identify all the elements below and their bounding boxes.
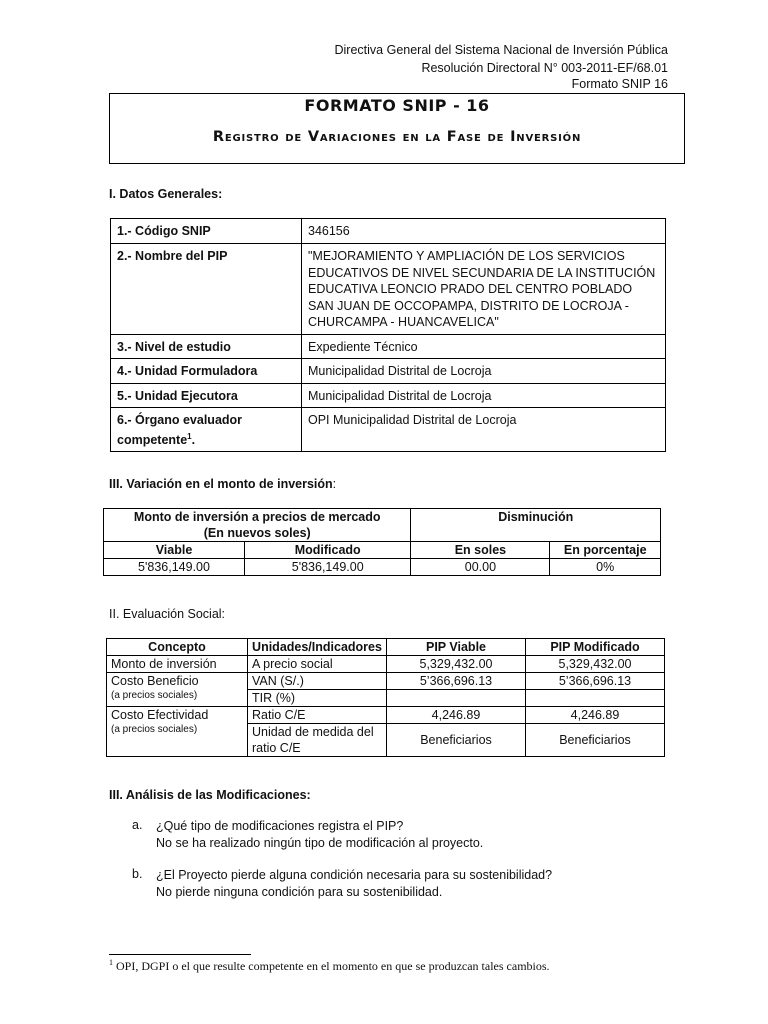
page-subtitle: Registro de Variaciones en la Fase de Inversión <box>212 129 582 145</box>
cell-viable <box>387 690 526 707</box>
col-concepto: Concepto <box>107 639 248 656</box>
cell-viable: Beneficiarios <box>387 724 526 757</box>
row-label: 4.- Unidad Formuladora <box>111 359 302 384</box>
concepto-note: (a precios sociales) <box>111 724 198 735</box>
row-value: Municipalidad Distrital de Locroja <box>302 383 666 408</box>
item-letter: b. <box>132 867 143 881</box>
question-b: ¿El Proyecto pierde alguna condición necesaria para su sostenibilidad? <box>156 868 553 882</box>
section-variacion <box>109 477 336 491</box>
table-row <box>104 559 661 576</box>
cell-unidad: Unidad de medida del ratio C/E <box>248 724 387 757</box>
row-value: "MEJORAMIENTO Y AMPLIACIÓN DE LOS SERVICIOS EDUCATIVOS DE NIVEL SECUNDARIA DE LA INSTITUCIÓN EDUCATIVA LEONCIO PRADO DEL CENTRO POBLADO SAN JUAN DE OCCOPAMPA, DISTRITO DE LOCROJA - CHURCAMPA - HUANCAVELICA" <box>302 244 666 335</box>
table-header-row <box>104 542 661 559</box>
header-resolucion: Resolución Directoral N° 003-2011-EF/68.01 <box>421 61 668 75</box>
cell-modificado: 5'836,149.00 <box>245 559 411 576</box>
table-row <box>107 656 665 673</box>
title-box <box>109 93 685 164</box>
table-row <box>111 383 666 408</box>
col-group-monto <box>104 509 411 542</box>
footnote-mark: 1 <box>109 958 113 967</box>
table-row <box>107 673 665 690</box>
table-row <box>111 408 666 452</box>
col-group-monto-l2: (En nuevos soles) <box>203 526 311 540</box>
answer-b: No pierde ninguna condición para su sostenibilidad. <box>156 885 443 899</box>
cell-viable: 5,329,432.00 <box>387 656 526 673</box>
row-label: 3.- Nivel de estudio <box>111 334 302 359</box>
cell-unidad: Ratio C/E <box>248 707 387 724</box>
row-value: Expediente Técnico <box>302 334 666 359</box>
concepto-label: Costo Efectividad <box>111 708 209 722</box>
col-viable: Viable <box>104 542 245 559</box>
section-variacion-title: III. Variación en el monto de inversión <box>109 477 333 491</box>
table-row <box>111 219 666 244</box>
concepto-label: Costo Beneficio <box>111 674 199 688</box>
question-a: ¿Qué tipo de modificaciones registra el PIP? <box>156 819 404 833</box>
row-value: OPI Municipalidad Distrital de Locroja <box>302 408 666 452</box>
section-evaluacion-social: II. Evaluación Social: <box>109 607 226 621</box>
concepto-note: (a precios sociales) <box>111 690 198 701</box>
cell-en-porcentaje: 0% <box>550 559 661 576</box>
page-title: FORMATO SNIP - 16 <box>304 96 490 115</box>
cell-concepto <box>107 707 248 757</box>
col-pip-viable: PIP Viable <box>387 639 526 656</box>
cell-en-soles: 00.00 <box>411 559 550 576</box>
row-label-tail: . <box>191 432 196 447</box>
table-header-row <box>107 639 665 656</box>
cell-modificado: Beneficiarios <box>526 724 665 757</box>
table-header-row <box>104 509 661 542</box>
cell-unidad: VAN (S/.) <box>248 673 387 690</box>
table-row <box>111 359 666 384</box>
row-label: 1.- Código SNIP <box>111 219 302 244</box>
table-row <box>107 707 665 724</box>
footnote <box>109 958 550 974</box>
row-label: 5.- Unidad Ejecutora <box>111 383 302 408</box>
row-label: 2.- Nombre del PIP <box>111 244 302 335</box>
cell-modificado: 5’366,696.13 <box>526 673 665 690</box>
row-value: Municipalidad Distrital de Locroja <box>302 359 666 384</box>
col-modificado: Modificado <box>245 542 411 559</box>
cell-modificado <box>526 690 665 707</box>
cell-viable: 5’366,696.13 <box>387 673 526 690</box>
cell-concepto: Monto de inversión <box>107 656 248 673</box>
col-group-disminucion: Disminución <box>411 509 661 542</box>
cell-viable: 5'836,149.00 <box>104 559 245 576</box>
footnote-text: OPI, DGPI o el que resulte competente en el momento en que se produzcan tales cambios. <box>113 959 550 973</box>
table-row <box>111 334 666 359</box>
answer-a: No se ha realizado ningún tipo de modificación al proyecto. <box>156 836 484 850</box>
row-label-text: 6.- Órgano evaluador competente <box>117 413 243 447</box>
header-directiva: Directiva General del Sistema Nacional de Inversión Pública <box>334 43 668 57</box>
col-en-porcentaje: En porcentaje <box>550 542 661 559</box>
col-en-soles: En soles <box>411 542 550 559</box>
col-group-monto-l1: Monto de inversión a precios de mercado <box>133 510 381 524</box>
cell-modificado: 4,246.89 <box>526 707 665 724</box>
cell-viable: 4,246.89 <box>387 707 526 724</box>
footnote-ref: 1 <box>187 431 192 441</box>
cell-unidad: A precio social <box>248 656 387 673</box>
table-row <box>111 244 666 335</box>
section-variacion-colon: : <box>332 477 337 491</box>
footnote-separator <box>109 954 251 955</box>
evaluacion-table <box>106 638 665 757</box>
row-label <box>111 408 302 452</box>
section-datos-generales: I. Datos Generales: <box>109 187 223 201</box>
section-analisis: III. Análisis de las Modificaciones: <box>109 788 311 802</box>
cell-concepto <box>107 673 248 707</box>
header-formato: Formato SNIP 16 <box>571 77 668 91</box>
item-letter: a. <box>132 818 143 832</box>
col-pip-modificado: PIP Modificado <box>526 639 665 656</box>
cell-modificado: 5,329,432.00 <box>526 656 665 673</box>
datos-generales-table <box>110 218 666 452</box>
variacion-table <box>103 508 661 576</box>
cell-unidad: TIR (%) <box>248 690 387 707</box>
row-value: 346156 <box>302 219 666 244</box>
col-unidades: Unidades/Indicadores <box>248 639 387 656</box>
